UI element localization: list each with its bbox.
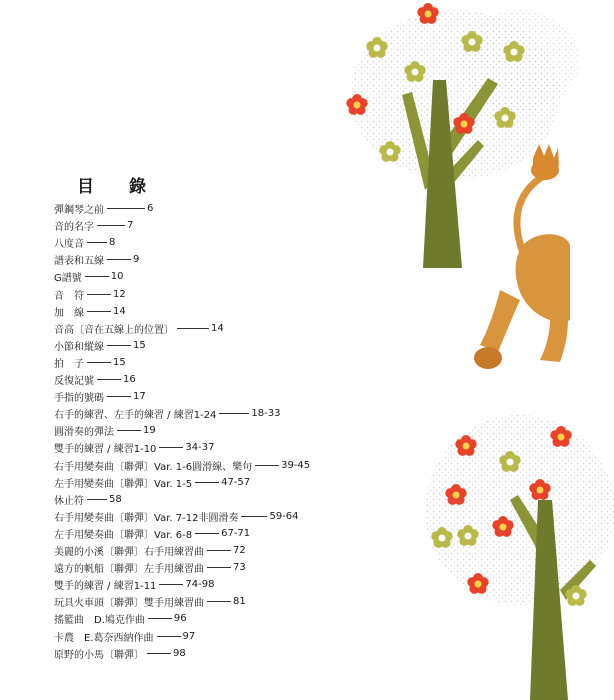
toc-entry: [54, 234, 115, 251]
toc-entry: [54, 320, 224, 337]
toc-entry-label: 搖籃曲 D.鳩克作曲: [54, 615, 145, 627]
toc-leader: [87, 362, 111, 363]
toc-entry-label: 原野的小馬〔聯彈〕: [54, 649, 144, 661]
toc-leader: [107, 208, 145, 209]
toc-entry-page: 96: [173, 613, 187, 625]
toc-entry-label: 音高〔音在五線上的位置〕: [54, 324, 174, 336]
toc-entry: [54, 542, 246, 559]
toc-leader: [147, 653, 171, 654]
toc-entry-page: 16: [123, 374, 136, 385]
toc-leader: [97, 225, 125, 226]
toc-entry-page: 34-37: [185, 442, 215, 454]
toc-entry-label: 音 符: [54, 290, 84, 302]
toc-entry: [54, 628, 195, 645]
toc-entry-page: 47-57: [221, 476, 251, 488]
toc-entry-label: 美麗的小溪〔聯彈〕右手用練習曲: [54, 547, 204, 558]
toc-entry: [54, 645, 186, 662]
toc-leader: [87, 311, 111, 312]
toc-leader: [195, 482, 219, 483]
toc-entry-label: 八度音: [54, 239, 84, 251]
toc-entry: [54, 388, 146, 405]
toc-entry-page: 6: [147, 203, 154, 214]
toc-entry-page: 9: [133, 254, 140, 266]
toc-leader: [85, 276, 109, 277]
toc-entry-label: 右手的練習、左手的練習 / 練習1-24: [54, 410, 217, 422]
toc-entry: [54, 610, 187, 627]
toc-entry: [54, 422, 156, 439]
toc-entry-page: 67-71: [221, 527, 251, 539]
lion: [474, 144, 570, 369]
toc-leader: [159, 584, 183, 585]
toc-entry-label: 左手用變奏曲〔聯彈〕Var. 1-5: [54, 478, 193, 490]
toc-entry-page: 12: [113, 288, 126, 300]
toc-leader: [107, 396, 131, 397]
toc-entry: [54, 474, 250, 491]
toc-entry-label: 右手用變奏曲〔聯彈〕Var. 1-6圓滑線、樂句: [54, 461, 253, 473]
toc-entry-label: 圓滑奏的彈法: [54, 427, 114, 439]
toc-entry-page: 17: [133, 391, 146, 403]
toc-leader: [207, 601, 231, 602]
toc-entry: [54, 286, 126, 303]
toc-entry-label: 拍 子: [54, 358, 84, 370]
toc-leader: [107, 259, 131, 260]
toc-entry-label: 左手用變奏曲〔聯彈〕Var. 6-8: [54, 529, 193, 541]
toc-entry-page: 10: [110, 271, 124, 283]
toc-entry-page: 19: [143, 425, 156, 437]
toc-leader: [195, 533, 219, 534]
toc-leader: [157, 636, 181, 637]
toc-entry-page: 81: [233, 596, 246, 608]
toc-title: 目 錄: [77, 177, 155, 197]
toc-entry: [54, 593, 246, 610]
toc-leader: [87, 499, 107, 500]
toc-entry-label: 音的名字: [54, 222, 94, 234]
toc-entry-page: 14: [211, 322, 224, 334]
toc-entry-page: 72: [233, 545, 246, 556]
toc-entry-page: 14: [113, 305, 126, 317]
toc-entry-label: 雙手的練習 / 練習1-11: [54, 581, 157, 593]
toc-entry: [54, 405, 280, 422]
toc-entry: [54, 439, 214, 456]
toc-entry-label: 玩具火車頭〔聯彈〕雙手用練習曲: [54, 598, 204, 610]
toc-entry-page: 74-98: [185, 579, 215, 591]
toc-entry-label: 譜表和五線: [54, 256, 104, 268]
toc-leader: [159, 447, 183, 448]
toc-entry-page: 59-64: [269, 510, 299, 522]
toc-entry: [54, 525, 250, 542]
toc-entry: [54, 576, 214, 593]
toc-entry: [54, 268, 123, 285]
toc-leader: [87, 242, 107, 243]
toc-entry-page: 15: [113, 356, 126, 368]
toc-entry-page: 18-33: [251, 408, 281, 420]
toc-leader: [117, 430, 141, 431]
toc-entry: [54, 491, 122, 508]
toc-entry-page: 7: [127, 220, 134, 232]
toc-entry-label: 手指的號碼: [54, 393, 104, 405]
toc-leader: [87, 294, 111, 295]
toc-entry-page: 15: [133, 339, 146, 351]
toc-entry-label: 右手用變奏曲〔聯彈〕Var. 7-12非圓滑奏: [54, 512, 239, 524]
toc-leader: [207, 550, 231, 551]
toc-leader: [107, 345, 131, 346]
toc-leader: [97, 379, 121, 380]
red-flower: [417, 3, 438, 24]
toc-entry-page: 8: [109, 237, 116, 249]
toc-entry: [54, 217, 133, 234]
toc-entry: [54, 303, 126, 320]
toc-leader: [255, 465, 279, 466]
toc-entry: [54, 457, 310, 474]
toc-entry-page: 39-45: [281, 459, 311, 471]
toc-entry-label: 遠方的帆船〔聯彈〕左手用練習曲: [54, 564, 204, 576]
toc-leader: [219, 413, 249, 414]
toc-entry-page: 98: [173, 647, 186, 659]
toc-leader: [148, 618, 172, 619]
toc-leader: [207, 567, 231, 568]
toc-entry-label: G譜號: [54, 273, 82, 285]
toc-entry: [54, 559, 246, 576]
toc-entry-label: 反復記號: [54, 376, 94, 387]
toc-entry: [54, 354, 126, 371]
toc-entry-page: 97: [182, 630, 196, 642]
toc-leader: [177, 328, 209, 329]
toc-entry: [54, 371, 136, 388]
toc-entry-label: 雙手的練習 / 練習1-10: [54, 444, 157, 456]
toc-entry-label: 休止符: [54, 495, 84, 507]
toc-entry-page: 58: [109, 493, 122, 505]
toc-entry: [54, 200, 153, 217]
toc-entry: [54, 251, 139, 268]
toc-entry: [54, 337, 146, 354]
toc-entry-label: 彈鋼琴之前: [54, 205, 104, 216]
toc-entry-label: 小節和縱線: [54, 341, 104, 353]
toc-entry: [54, 508, 299, 525]
toc-entry-label: 加 線: [54, 307, 84, 319]
toc-entry-page: 73: [233, 562, 246, 574]
toc-leader: [241, 516, 267, 517]
toc-entry-label: 卡農 E.葛奈西納作曲: [54, 632, 154, 644]
